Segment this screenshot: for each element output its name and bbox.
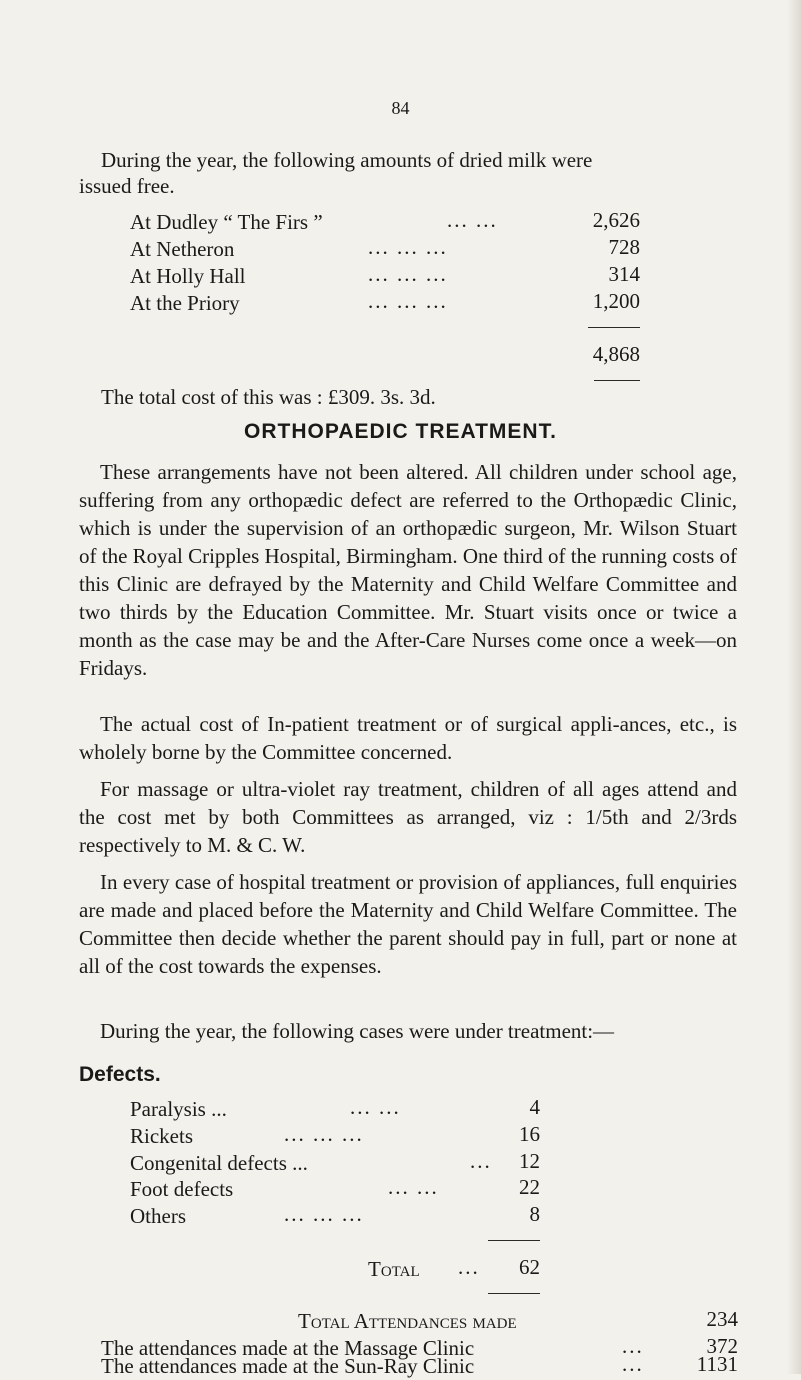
paragraph-hospital <box>79 868 737 980</box>
page-number: 84 <box>391 98 410 118</box>
leader-dots: ... ... ... <box>284 1122 364 1146</box>
leader-dots: ... ... <box>447 208 498 232</box>
total-rule <box>594 380 640 381</box>
intro-line-2: issued free. <box>79 174 175 198</box>
defect-value: 4 <box>529 1095 540 1119</box>
paragraph-text: For massage or ultra-violet ray treatment, children of all ages attend and the cost met by both Committees as arranged, viz : 1/5th and 2/3rds respectively to M. & C. W. <box>79 777 737 857</box>
total-rule <box>488 1293 540 1294</box>
subtotal-rule <box>488 1240 540 1241</box>
defect-value: 16 <box>519 1122 540 1146</box>
defect-label: Congenital defects ... <box>130 1151 308 1175</box>
section-heading: ORTHOPAEDIC TREATMENT. <box>244 420 557 443</box>
clinic-row-value: 1131 <box>696 1352 738 1376</box>
milk-item-label: At Holly Hall <box>130 264 246 288</box>
milk-item-value: 728 <box>608 235 640 259</box>
leader-dots: ... ... ... <box>368 235 448 259</box>
defect-value: 8 <box>529 1202 540 1226</box>
paragraph-text: In every case of hospital treatment or provision of appliances, full enquiries are made and placed before the Maternity and Child Welfare Committee. The Committee then decide whether the parent should pay in full, part or none at all of the cost towards the expenses. <box>79 870 737 978</box>
defect-label: Rickets <box>130 1124 193 1148</box>
defect-value: 22 <box>519 1175 540 1199</box>
milk-item-label: At Netheron <box>130 237 235 261</box>
cost-line: The total cost of this was : £309. 3s. 3d. <box>101 385 436 409</box>
clinic-row-value: 372 <box>706 1334 738 1358</box>
leader-dots: ... <box>622 1352 644 1376</box>
leader-dots: ... <box>622 1334 644 1358</box>
defect-label: Others <box>130 1204 186 1228</box>
intro-line-1: During the year, the following amounts of dried milk were <box>101 148 593 172</box>
defect-value: 12 <box>519 1149 540 1173</box>
attendances-label: Total Attendances made <box>298 1309 517 1333</box>
paragraph-massage <box>79 775 737 859</box>
paragraph-cases <box>79 1017 737 1045</box>
paragraph-text: During the year, the following cases were under treatment:— <box>100 1019 615 1043</box>
milk-item-value: 314 <box>608 262 640 286</box>
leader-dots: ... ... ... <box>368 262 448 286</box>
defect-label: Foot defects <box>130 1177 234 1201</box>
milk-item-label: At the Priory <box>130 291 240 315</box>
milk-total: 4,868 <box>592 342 640 366</box>
clinic-row-label: The attendances made at the Massage Clinic <box>101 1336 475 1360</box>
defects-heading: Defects. <box>79 1063 161 1086</box>
defects-total-value: 62 <box>519 1255 540 1279</box>
defects-total-label: Total <box>368 1257 420 1281</box>
attendances-value: 234 <box>706 1307 738 1331</box>
paragraph-inpatient <box>79 710 737 766</box>
subtotal-rule <box>588 327 640 328</box>
paragraph-arrangements <box>79 458 737 682</box>
leader-dots: ... <box>470 1149 492 1173</box>
leader-dots: ... ... ... <box>368 289 448 313</box>
page-edge-shadow <box>787 0 801 1374</box>
milk-item-value: 1,200 <box>592 289 640 313</box>
defect-label: Paralysis ... <box>130 1097 227 1121</box>
milk-item-value: 2,626 <box>592 208 640 232</box>
clinic-row-label: The attendances made at the Sun-Ray Clinic <box>101 1354 475 1378</box>
paragraph-text: These arrangements have not been altered. All children under school age, suffering from any orthopædic defect are referred to the Orthopædic Clinic, which is under the supervision of an orthopædic surgeon, Mr. Wilson Stuart of the Royal Cripples Hospital, Birmingham. One third of the running costs of this Clinic are defrayed by the Maternity and Child Welfare Committee and two thirds by the Education Committee. Mr. Stuart visits once or twice a month as the case may be and the After-Care Nurses come once a week—on Fridays. <box>79 460 737 680</box>
milk-item-label: At Dudley “ The Firs ” <box>130 210 323 234</box>
leader-dots: ... ... ... <box>284 1202 364 1226</box>
paragraph-text: The actual cost of In-patient treatment or of surgical appli-ances, etc., is wholely borne by the Committee concerned. <box>79 712 737 764</box>
leader-dots: ... ... <box>350 1095 401 1119</box>
leader-dots: ... <box>458 1255 480 1279</box>
leader-dots: ... ... <box>388 1175 439 1199</box>
